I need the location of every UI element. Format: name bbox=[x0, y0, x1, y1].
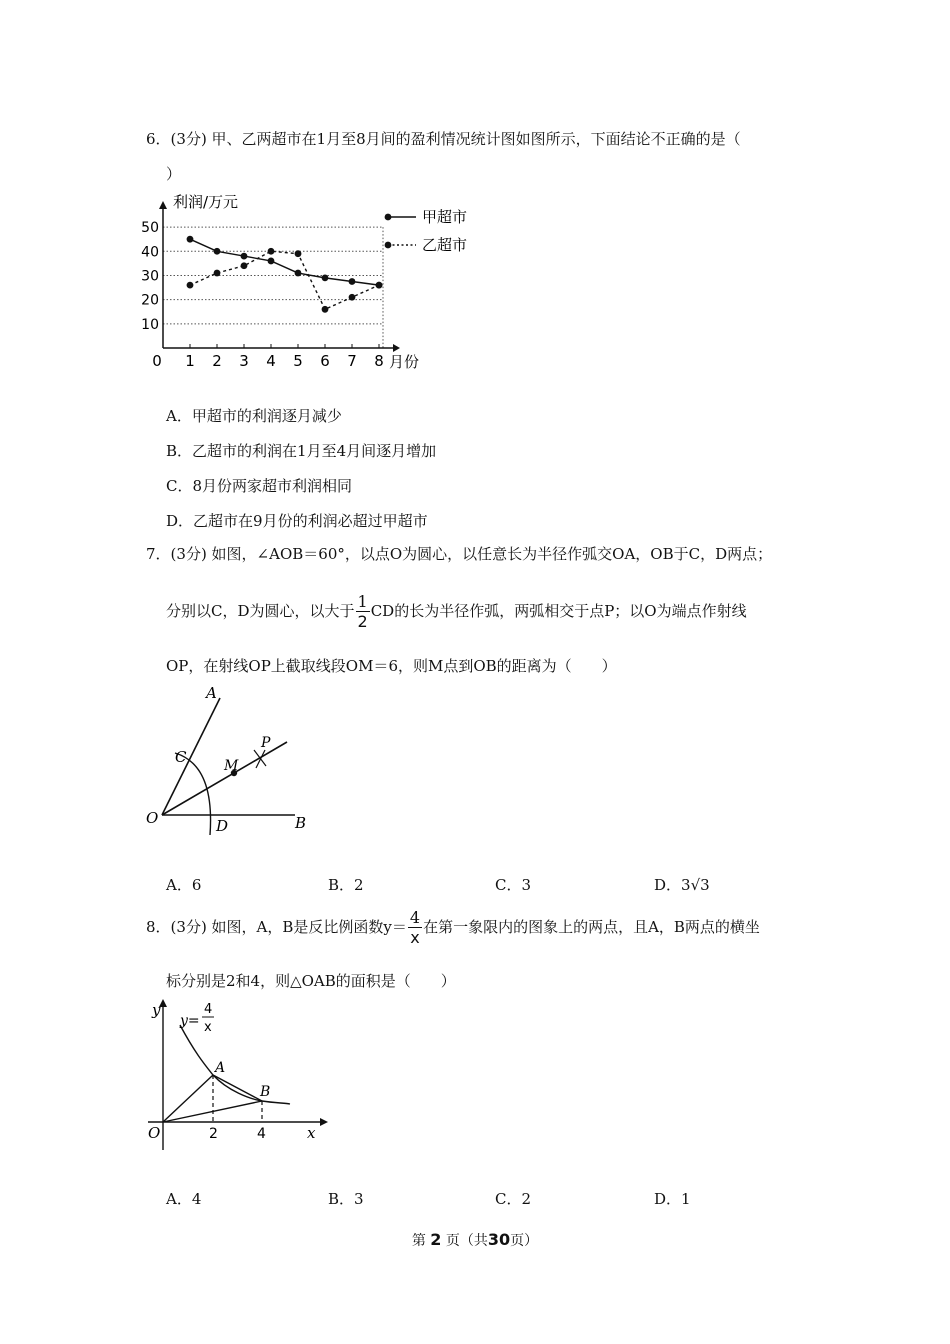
label-o: O bbox=[148, 1124, 161, 1142]
data-point-jia bbox=[214, 248, 221, 255]
q8-text-after-frac: 在第一象限内的图象上的两点，且A，B两点的横坐 bbox=[423, 918, 760, 936]
label-m: M bbox=[224, 758, 239, 774]
x-tick-label: 7 bbox=[347, 352, 357, 370]
q7-angle-bisector-figure bbox=[140, 680, 320, 840]
x-tick-label: 6 bbox=[320, 352, 330, 370]
q6-option-c[interactable]: C．8月份两家超市利润相同 bbox=[166, 477, 353, 495]
q8-inverse-function-figure bbox=[140, 995, 330, 1155]
label-p: P bbox=[261, 735, 271, 751]
q8-stem-line1 bbox=[146, 910, 760, 946]
x-axis-title: 月份 bbox=[389, 353, 420, 371]
data-point-yi bbox=[187, 282, 194, 289]
data-point-yi bbox=[268, 248, 275, 255]
footer-page: 2 bbox=[430, 1230, 442, 1249]
label-eq: y= bbox=[180, 1013, 200, 1029]
q8-option-d[interactable]: D．1 bbox=[654, 1190, 691, 1208]
q7-stem-line1: 7．(3分) 如图，∠AOB＝60°，以点O为圆心，以任意长为半径作弧交OA，OB于C，D两点； bbox=[146, 545, 773, 563]
q8-option-c[interactable]: C．2 bbox=[495, 1190, 532, 1208]
label-y-axis: y bbox=[152, 1001, 161, 1019]
data-point-jia bbox=[268, 258, 275, 265]
q6-option-b[interactable]: B．乙超市的利润在1月至4月间逐月增加 bbox=[166, 442, 437, 460]
q6-option-d[interactable]: D．乙超市在9月份的利润必超过甲超市 bbox=[166, 512, 428, 530]
label-a: A bbox=[206, 684, 217, 702]
q7-stem-line2 bbox=[166, 594, 747, 630]
y-tick-label: 30 bbox=[141, 268, 159, 285]
q8-frac-num: 4 bbox=[409, 908, 421, 927]
q7-option-d[interactable]: D．3√3 bbox=[654, 876, 710, 894]
q8-option-a[interactable]: A．4 bbox=[166, 1190, 202, 1208]
page-footer bbox=[0, 1230, 950, 1250]
q8-option-b[interactable]: B．3 bbox=[328, 1190, 364, 1208]
footer-pre: 第 bbox=[411, 1233, 426, 1249]
hyperbola-curve bbox=[180, 1025, 290, 1104]
data-point-jia bbox=[349, 278, 356, 285]
y-tick-label: 20 bbox=[141, 292, 159, 309]
q7-option-b[interactable]: B．2 bbox=[328, 876, 364, 894]
label-a: A bbox=[215, 1060, 226, 1076]
profit-line-chart bbox=[140, 185, 490, 375]
q6-option-a[interactable]: A．甲超市的利润逐月减少 bbox=[166, 407, 342, 425]
data-point-yi bbox=[349, 294, 356, 301]
label-b: B bbox=[295, 814, 307, 832]
x-tick-label: 0 bbox=[152, 352, 162, 370]
data-point-yi bbox=[214, 270, 221, 277]
x-tick-label: 3 bbox=[239, 352, 249, 370]
data-point-jia bbox=[322, 274, 329, 281]
legend-label: 甲超市 bbox=[422, 208, 468, 226]
x-axis-arrow bbox=[320, 1118, 328, 1126]
data-point-yi bbox=[241, 262, 248, 269]
label-eq-den: x bbox=[204, 1020, 212, 1035]
tick-2: 2 bbox=[209, 1126, 218, 1142]
label-b: B bbox=[260, 1084, 271, 1100]
data-point-jia bbox=[241, 253, 248, 260]
segment-ab bbox=[213, 1075, 262, 1101]
q7-text-after-frac: CD的长为半径作弧，两弧相交于点P；以O为端点作射线 bbox=[370, 602, 747, 620]
q6-stem-line2: ） bbox=[166, 165, 182, 183]
footer-total: 30 bbox=[487, 1230, 511, 1249]
footer-post: 页） bbox=[510, 1233, 539, 1249]
label-eq-num: 4 bbox=[204, 1002, 213, 1017]
label-x-axis: x bbox=[307, 1124, 316, 1142]
q7-option-c[interactable]: C．3 bbox=[495, 876, 532, 894]
x-tick-label: 8 bbox=[374, 352, 384, 370]
data-point-yi bbox=[376, 282, 383, 289]
x-axis-arrow bbox=[393, 344, 400, 352]
data-point-yi bbox=[322, 306, 329, 313]
data-point-jia bbox=[295, 270, 302, 277]
data-point-yi bbox=[295, 250, 302, 257]
data-point-jia bbox=[187, 236, 194, 243]
label-d: D bbox=[216, 817, 229, 835]
y-tick-label: 40 bbox=[141, 244, 159, 261]
y-axis-title: 利润/万元 bbox=[173, 193, 239, 211]
q8-text-before-frac: 8．(3分) 如图，A，B是反比例函数y＝ bbox=[146, 918, 407, 936]
q7-text-before-frac: 分别以C，D为圆心，以大于 bbox=[166, 602, 355, 620]
series-line-jia bbox=[190, 239, 379, 285]
label-o: O bbox=[146, 809, 159, 827]
q7-frac-den: 2 bbox=[357, 612, 368, 631]
footer-mid: 页（共 bbox=[445, 1233, 488, 1249]
q8-stem-line2: 标分别是2和4，则△OAB的面积是（ ） bbox=[166, 972, 456, 990]
q7-frac-num: 1 bbox=[357, 592, 368, 611]
q7-option-a[interactable]: A．6 bbox=[166, 876, 202, 894]
segment-oa bbox=[163, 1075, 213, 1122]
q8-frac-den: x bbox=[410, 928, 420, 947]
x-tick-label: 5 bbox=[293, 352, 303, 370]
x-tick-label: 4 bbox=[266, 352, 276, 370]
y-tick-label: 50 bbox=[141, 220, 159, 237]
x-tick-label: 2 bbox=[212, 352, 222, 370]
q6-stem-line1: 6．(3分) 甲、乙两超市在1月至8月间的盈利情况统计图如图所示，下面结论不正确的是（ bbox=[146, 130, 741, 148]
x-tick-label: 1 bbox=[185, 352, 195, 370]
q7-stem-line3: OP，在射线OP上截取线段OM＝6，则M点到OB的距离为（ ） bbox=[166, 657, 617, 675]
label-c: C bbox=[175, 748, 187, 766]
tick-4: 4 bbox=[257, 1126, 266, 1142]
y-tick-label: 10 bbox=[141, 316, 159, 333]
q7-fraction bbox=[356, 594, 370, 630]
y-axis-arrow bbox=[159, 201, 167, 209]
legend-label: 乙超市 bbox=[422, 236, 468, 254]
q8-fraction bbox=[408, 910, 422, 946]
